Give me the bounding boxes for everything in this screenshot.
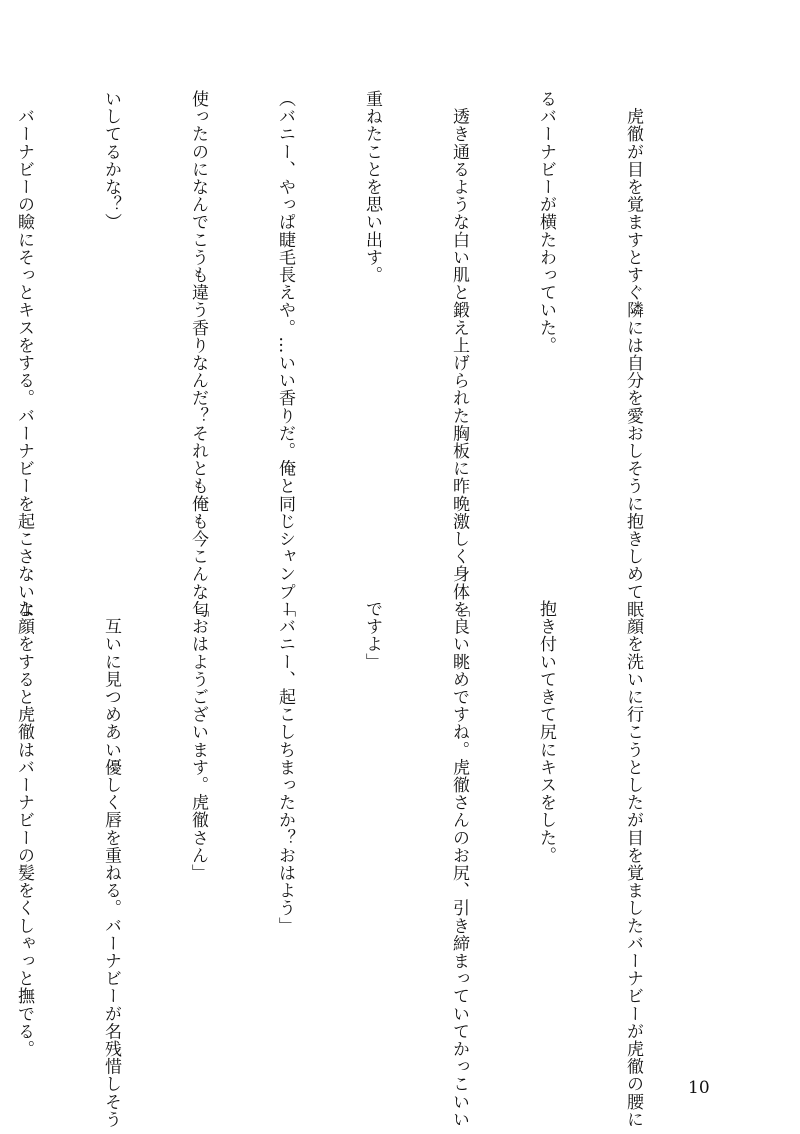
upper-text-block	[14, 90, 705, 618]
lower-text-block	[14, 600, 705, 1128]
text-line: 透き通るような白い肌と鍛え上げられた胸板に昨晩激しく身体を	[449, 90, 469, 618]
text-line: （バニー、やっぱ睫毛長えや。…いい香りだ。俺と同じシャンプー	[275, 90, 295, 618]
text-line: 「良い眺めですね。虎徹さんのお尻、引き締まっていてかっこいい	[449, 600, 469, 1128]
text-line: 虎徹が目を覚ますとすぐ隣には自分を愛おしそうに抱きしめて眠	[623, 90, 643, 618]
text-line: 抱き付いてきて尻にキスをした。	[536, 600, 556, 864]
text-line: 顔を洗いに行こうとしたが目を覚ましたバーナビーが虎徹の腰に	[623, 600, 643, 1128]
text-line: 互いに見つめあい優しく唇を重ねる。バーナビーが名残惜しそう	[101, 600, 121, 1128]
text-line: いしてるかな？）	[101, 90, 121, 231]
text-line: 「バニー、起こしちまったか？おはよう」	[275, 600, 295, 935]
text-line: 「おはようございます。虎徹さん」	[188, 600, 208, 882]
text-line: 使ったのになんでこうも違う香りなんだ？それとも俺も今こんな匂	[188, 90, 208, 618]
text-line: ですよ」	[362, 600, 382, 671]
text-line: な顔をすると虎徹はバーナビーの髪をくしゃっと撫でる。	[14, 600, 34, 1058]
text-line: バーナビーの瞼にそっとキスをする。バーナビーを起こさないよ	[14, 90, 34, 618]
page-number: 10	[688, 1078, 710, 1098]
text-line: るバーナビーが横たわっていた。	[536, 90, 556, 354]
text-line: 重ねたことを思い出す。	[362, 90, 382, 284]
